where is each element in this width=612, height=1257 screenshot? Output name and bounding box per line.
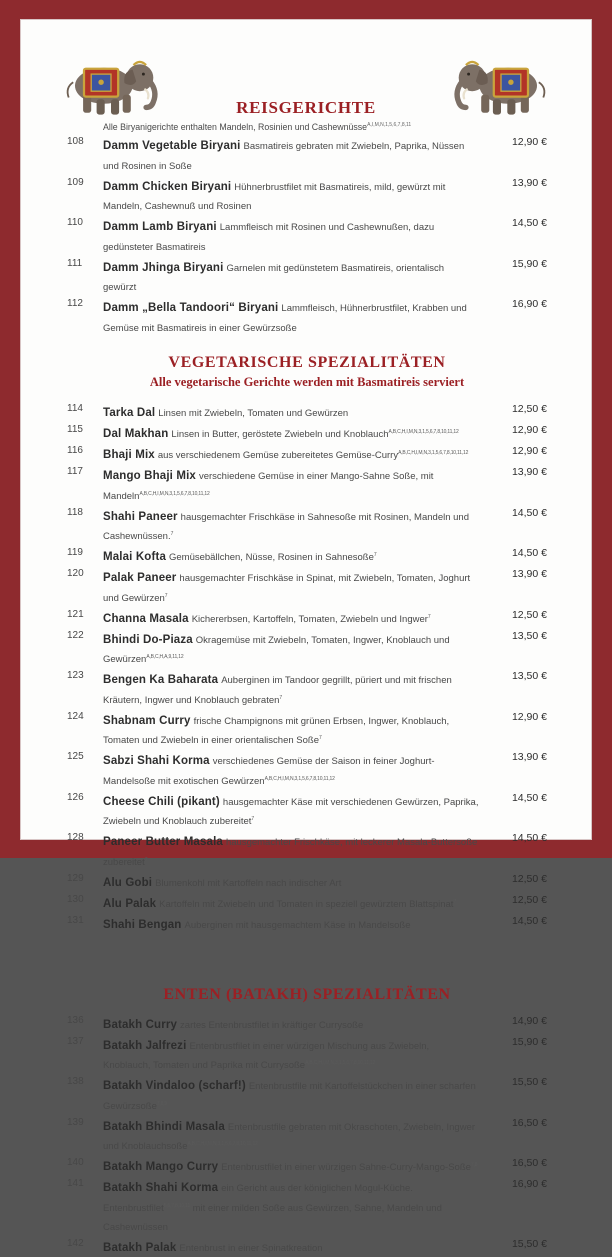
item-description: Entenbrustfile gebraten mit Okraschoten, Zwiebeln, Ingwer und Knoblauchsoße <box>103 1121 476 1153</box>
item-text <box>103 1014 479 1034</box>
item-number: 109 <box>67 176 84 188</box>
item-text <box>103 444 479 464</box>
item-text <box>103 629 479 668</box>
item-number: 120 <box>67 568 84 580</box>
item-footnote: 7 <box>319 735 322 742</box>
item-number: 128 <box>67 832 84 844</box>
item-text <box>103 1035 479 1074</box>
item-name: Damm „Bella Tandoori“ Biryani <box>103 302 279 315</box>
menu-item-row <box>67 567 547 606</box>
menu-item-row <box>67 669 547 708</box>
item-description: hausgemachter Frischkäse in Sahnesoße mit Rosinen, Mandeln und Cashewnüssen. <box>103 511 469 543</box>
item-footnote: 7 <box>279 694 282 701</box>
item-price: 13,90 € <box>511 176 547 189</box>
item-name: Alu Gobi <box>103 877 153 890</box>
item-name: Shabnam Curry <box>103 714 191 727</box>
item-description: verschiedene Gemüse in einer Mango-Sahne Soße, mit Mandeln <box>103 471 434 502</box>
item-text <box>103 423 479 443</box>
item-text <box>103 872 479 892</box>
item-description: Linsen mit Zwiebeln, Tomaten und Gewürzen <box>158 408 349 420</box>
item-number: 114 <box>67 403 83 415</box>
item-number: 137 <box>67 1035 84 1047</box>
item-number: 140 <box>67 1157 84 1169</box>
item-footnote: 7 <box>170 531 174 538</box>
menu-body <box>21 122 591 1257</box>
item-price: 15,90 € <box>511 1035 547 1048</box>
menu-item-row <box>67 750 547 789</box>
item-footnote: A,B,C,H,I,M,N,3,1,5,6,7,8,10,11,12 <box>264 775 335 782</box>
menu-item-row <box>67 1014 547 1034</box>
item-text <box>103 546 479 566</box>
item-number: 131 <box>67 915 84 927</box>
item-text <box>103 506 479 545</box>
item-name: Batakh Curry <box>103 1018 178 1031</box>
item-price: 14,90 € <box>511 1014 547 1027</box>
item-name: Tarka Dal <box>103 407 156 420</box>
item-number: 141 <box>67 1178 84 1190</box>
item-description: hausgemachter Käse mit verschiedenen Gewürzen, Paprika, Zwiebeln und Knoblauch zubereitet <box>103 796 479 828</box>
item-name: Damm Chicken Biryani <box>103 180 232 193</box>
item-description: aus verschiedenem Gemüse zubereitetes Gemüse-Curry <box>157 450 399 462</box>
item-footnote: A,B,C,H,A,9,11,12 <box>146 654 184 661</box>
item-price: 14,50 € <box>511 791 547 804</box>
item-number: 130 <box>67 894 84 906</box>
item-text <box>103 402 479 422</box>
item-name: Bengen Ka Baharata <box>103 674 219 687</box>
item-text <box>103 1177 479 1236</box>
item-text <box>103 135 479 174</box>
item-description: Hühnerbrustfilet mit Basmatireis, mild, gewürzt mit Mandeln, Cashewnuß und Rosinen <box>103 181 446 213</box>
item-text <box>103 1116 479 1155</box>
item-name: Cheese Chili (pikant) <box>103 795 220 808</box>
item-description: frische Champignons mit grünen Erbsen, Ingwer, Knoblauch, Tomaten und Zwiebeln in einer orientalischen Soße <box>103 715 450 747</box>
item-description: Entenbrustfile mit Kartoffelstückchen in einer scharfen Gewürzsoße <box>103 1081 476 1112</box>
item-price: 14,50 € <box>511 915 547 928</box>
item-footnote: 7 <box>144 857 148 863</box>
item-number: 118 <box>67 506 83 518</box>
item-text <box>103 257 479 296</box>
menu-item-row <box>67 1035 547 1074</box>
item-description: Lammfleisch, Hühnerbrustfilet, Krabben und Gemüse mit Basmatireis in einer Gewürzsoße <box>103 303 467 334</box>
item-text <box>103 791 479 830</box>
item-price: 13,90 € <box>511 751 547 764</box>
item-number: 115 <box>67 424 83 436</box>
item-number: 122 <box>67 629 84 641</box>
item-name: Alu Palak <box>103 898 157 911</box>
item-footnote: 7 <box>373 552 377 559</box>
item-name: Malai Kofta <box>103 551 166 564</box>
menu-item-row <box>67 1075 547 1114</box>
item-number: 119 <box>67 547 83 559</box>
item-text <box>103 750 479 789</box>
menu-item-row <box>67 216 547 255</box>
item-price: 16,90 € <box>511 1178 547 1191</box>
item-text <box>103 1156 479 1176</box>
item-footnote: A,B,C,H,I,M,N,3,1,5,6,7,8,10,11,12 <box>398 450 469 457</box>
item-number: 112 <box>67 298 83 310</box>
item-number: 139 <box>67 1116 84 1128</box>
item-number: 117 <box>67 466 83 478</box>
item-description: Entenbrustfilet in einer würzigen Sahne-Curry-Mango-Soße <box>221 1162 471 1174</box>
item-name: Damm Jhinga Biryani <box>103 261 224 274</box>
item-text <box>103 893 479 913</box>
menu-item-row <box>67 1156 547 1176</box>
menu-item-row <box>67 914 547 934</box>
menu-item-row <box>67 135 547 174</box>
item-footnote: A,B,C,H,I,M,N,3,1,5,6,7,8,10,11,12 <box>187 1141 258 1148</box>
item-description: Kartoffeln mit Zwiebeln und Tomaten in speziell gewürztem Blattspinat <box>159 899 454 911</box>
item-name: Batakh Bhindi Masala <box>103 1120 225 1133</box>
elephant-icon <box>57 46 165 122</box>
item-description: Entenbrustfilet in einer würzigen Mischung aus Zwiebeln, Knoblauch, Tomaten und Paprika mit Currysoße <box>103 1040 430 1072</box>
item-name: Channa Masala <box>103 612 189 625</box>
item-name: Batakh Jalfrezi <box>103 1039 187 1052</box>
item-price: 15,50 € <box>511 1076 547 1089</box>
section-title-enten: ENTEN (BATAKH) SPEZIALITÄTEN <box>163 985 451 1003</box>
item-name: Palak Paneer <box>103 572 177 585</box>
item-name: Damm Lamb Biryani <box>103 221 217 234</box>
item-name: Sabzi Shahi Korma <box>103 755 210 768</box>
item-description: ein Gericht aus der königlichen Mogul-Küche. Entenbrustfilet <box>103 1183 413 1214</box>
item-name: Paneer Butter Masala <box>103 836 223 849</box>
item-price: 12,90 € <box>511 424 547 437</box>
item-price: 16,50 € <box>511 1116 547 1129</box>
item-price: 14,50 € <box>511 506 547 519</box>
menu-item-row <box>67 297 547 336</box>
reisgerichte-items <box>67 135 547 336</box>
item-number: 129 <box>67 873 84 885</box>
elephant-icon <box>447 46 555 122</box>
item-description: Kichererbsen, Kartoffeln, Tomaten, Zwiebeln und Ingwer <box>191 613 428 625</box>
item-description: zartes Entenbrustfilet in kräftiger Currysoße <box>180 1019 364 1031</box>
item-name: Shahi Paneer <box>103 510 178 523</box>
item-text <box>103 1075 479 1114</box>
item-price: 13,90 € <box>511 568 547 581</box>
item-text <box>103 710 479 749</box>
item-name: Shahi Bengan <box>103 919 182 932</box>
item-footnote: 7 <box>427 613 431 620</box>
menu-item-row <box>67 831 547 870</box>
menu-item-row <box>67 1237 547 1257</box>
item-text <box>103 914 479 934</box>
item-number: 123 <box>67 670 84 682</box>
section-title-vegetarisch: VEGETARISCHE SPEZIALITÄTEN <box>168 354 446 372</box>
item-price: 12,90 € <box>511 445 547 458</box>
item-name: Dal Makhan <box>103 428 169 441</box>
vegetarisch-subtitle: Alle vegetarische Gerichte werden mit Basmatireis serviert <box>149 375 465 390</box>
item-footnote: 7 <box>453 899 457 906</box>
item-name: Batakh Shahi Korma <box>103 1182 219 1195</box>
menu-item-row <box>67 1177 547 1236</box>
item-price: 16,50 € <box>511 1157 547 1170</box>
item-number: 138 <box>67 1076 84 1088</box>
item-footnote: A,B,C,H,I,M,N,3,1,5,6,7,8,10,11,12 <box>388 429 459 436</box>
biryani-note-footnote: A,I,M,N,1,5,6,7,8,11 <box>367 122 412 129</box>
section-title-reisgerichte: REISGERICHTE <box>236 98 376 117</box>
item-number: 136 <box>67 1014 84 1026</box>
menu-item-row <box>67 546 547 566</box>
item-text <box>103 669 479 708</box>
item-number: 121 <box>67 608 84 620</box>
item-number: 125 <box>67 751 84 763</box>
item-number: 108 <box>67 136 84 147</box>
menu-item-row <box>67 1116 547 1155</box>
item-footnote: 7 <box>251 816 254 823</box>
menu-item-row <box>67 176 547 215</box>
item-footnote: A,B,C,H,I,M,N,3,1,5,6,7,8,10,11,12 <box>305 1060 376 1067</box>
item-name: Batakh Mango Curry <box>103 1161 219 1174</box>
item-price: 13,50 € <box>511 670 547 683</box>
item-number: 142 <box>67 1238 84 1250</box>
item-number: 111 <box>67 257 83 269</box>
item-price: 13,90 € <box>511 466 547 479</box>
menu-sheet <box>20 19 592 1255</box>
item-description: Garnelen mit gedünstetem Basmatireis, orientalisch gewürzt <box>103 262 444 294</box>
item-description: Linsen in Butter, geröstete Zwiebeln und Knoblauch <box>171 429 389 441</box>
item-description: hausgemachter Frischkäse in Spinat, mit Zwiebeln, Tomaten, Joghurt und Gewürzen <box>103 573 471 604</box>
item-price: 14,50 € <box>511 217 547 230</box>
item-price: 12,50 € <box>511 608 547 621</box>
item-number: 124 <box>67 710 84 722</box>
menu-item-row <box>67 710 547 749</box>
item-price: 14,50 € <box>511 547 547 560</box>
item-text <box>103 608 479 628</box>
item-name: Bhaji Mix <box>103 449 155 462</box>
menu-item-row <box>67 629 547 668</box>
item-footnote: 7,8 <box>470 1162 478 1169</box>
item-text <box>103 567 479 606</box>
enten-items <box>67 1014 547 1257</box>
menu-item-row <box>67 444 547 464</box>
item-price: 15,50 € <box>511 1238 547 1251</box>
menu-item-row <box>67 402 547 422</box>
item-text <box>103 216 479 255</box>
item-price: 12,90 € <box>511 710 547 723</box>
item-footnote: 5,6,7,8,10,11 <box>163 1202 190 1209</box>
menu-item-row <box>67 872 547 892</box>
item-description: Blumenkohl mit Kartoffeln nach indischer Art <box>155 878 342 890</box>
item-description: Lammfleisch mit Rosinen und Cashewnußen, dazu gedünsteter Basmatireis <box>103 222 435 253</box>
item-name: Batakh Palak <box>103 1242 177 1255</box>
item-price: 12,50 € <box>511 403 547 416</box>
biryani-note <box>103 122 547 132</box>
menu-item-row <box>67 465 547 504</box>
item-number: 110 <box>67 217 83 229</box>
item-name: Damm Vegetable Biryani <box>103 140 241 152</box>
vegetarische-items <box>67 402 547 933</box>
item-price: 15,90 € <box>511 257 547 270</box>
menu-item-row <box>67 506 547 545</box>
item-price: 12,90 € <box>511 136 547 148</box>
item-description: verschiedenes Gemüse der Saison in feiner Joghurt-Mandelsoße mit exotischen Gewürzen <box>103 756 435 787</box>
menu-item-row <box>67 257 547 296</box>
item-description: Auberginen im Tandoor gegrillt, püriert und mit frischen Kräutern, Ingwer und Knoblauch gebraten <box>103 675 452 706</box>
item-footnote: 7,8,9 <box>156 1100 167 1107</box>
item-price: 16,90 € <box>511 298 547 311</box>
item-description-continued: mit einer milden Soße aus Gewürzen, Sahne, Mandeln und Cashewnüssen <box>103 1202 442 1234</box>
item-text <box>103 465 479 504</box>
item-text <box>103 831 479 870</box>
item-text <box>103 176 479 215</box>
item-description: Entenbrust in einer Spinatkreation <box>179 1243 323 1255</box>
item-description: Gemüsebällchen, Nüsse, Rosinen in Sahnesoße <box>169 552 374 564</box>
item-number: 126 <box>67 791 84 803</box>
item-description: Basmatireis gebraten mit Zwiebeln, Paprika, Nüssen und Rosinen in Soße <box>103 141 465 172</box>
item-footnote: A,B,C,H,I,M,N,3,1,5,6,7,8,10,11,12 <box>139 490 210 497</box>
item-price: 12,50 € <box>511 894 547 907</box>
item-text <box>103 297 479 336</box>
menu-item-row <box>67 893 547 913</box>
biryani-note-text: Alle Biryanigerichte enthalten Mandeln, Rosinien und Cashewnüsse <box>103 122 368 132</box>
item-price: 14,50 € <box>511 832 547 845</box>
item-description: hausgemachter Frischkäse, mit leckerer Masala-Buttersoße zubereitet <box>103 837 478 868</box>
item-description: Auberginen mit hausgemachtem Käse in Mandelsoße <box>184 920 411 932</box>
menu-item-row <box>67 608 547 628</box>
menu-item-row <box>67 423 547 443</box>
item-number: 116 <box>67 445 83 457</box>
item-name: Bhindi Do-Piaza <box>103 633 193 646</box>
item-price: 12,50 € <box>511 873 547 886</box>
item-name: Batakh Vindaloo (scharf!) <box>103 1080 246 1093</box>
item-footnote: 7 <box>164 592 168 599</box>
item-price: 13,50 € <box>511 629 547 642</box>
item-text <box>103 1237 479 1257</box>
item-name: Mango Bhaji Mix <box>103 470 196 483</box>
menu-item-row <box>67 791 547 830</box>
item-description: Okragemüse mit Zwiebeln, Tomaten, Ingwer, Knoblauch und Gewürzen <box>103 634 450 666</box>
